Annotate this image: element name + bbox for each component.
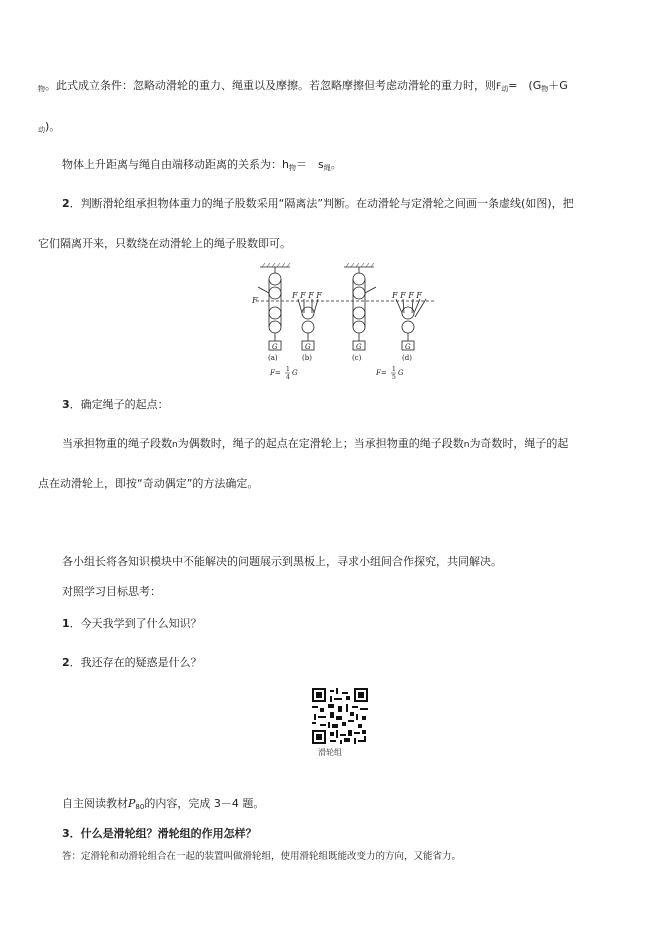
item-number: 1 [62,617,70,630]
paragraph-rule [62,437,568,452]
text: )。 [45,120,61,133]
symbol-n: n [172,440,178,450]
symbol-F: F [496,82,502,92]
text: 为偶数时，绳子的起点在定滑轮上；当承担物重的绳子段数 [177,437,464,450]
symbol-P: P [128,797,136,810]
paragraph-reflect [62,585,161,599]
symbol-n: n [463,440,470,450]
subscript: 物 [288,164,296,172]
label-FF-b: F F F F [292,291,322,300]
paragraph-group-work [62,555,502,569]
item-number: 3 [62,398,70,411]
pulley-fixed [269,273,281,285]
text: 对照学习目标思考： [62,585,161,598]
label-c: (c) [352,354,362,362]
frac-num: 1 [392,366,396,373]
frac-den: 4 [286,374,290,381]
label-G: G [305,343,311,351]
text: ．什么是滑轮组？滑轮组的作用怎样？ [69,827,257,840]
formula-c: F= [376,369,387,377]
paragraph-reading [62,797,264,814]
pulley-moving [269,307,281,319]
text: 点在动滑轮上，即按“奇动偶定”的方法确定。 [38,477,259,490]
text: 自主阅读教材 [62,797,128,810]
subscript: 动 [38,126,45,134]
item-number: 2 [62,197,70,210]
question-1 [62,617,202,631]
label-G: G [356,343,362,351]
paragraph-rule-cont [38,477,258,491]
question-3 [62,827,257,841]
label-G: G [398,369,404,377]
text: ．确定绳子的起点： [69,398,169,411]
pulley-moving [269,321,281,333]
paragraph-distance [62,158,342,175]
text: 物体上升距离与绳自由端移动距离的关系为：h [62,158,289,171]
text: 为奇数时，绳子的起 [469,437,569,450]
subscript: 物 [541,85,549,93]
frac-den: 5 [392,374,396,381]
label-a: (a) [268,354,278,362]
equation-part: ＝ s [295,158,324,171]
question-2 [62,656,202,670]
pulley-fixed [269,287,281,299]
label-G: G [292,369,298,377]
text: ．我还存在的疑惑是什么？ [69,656,202,669]
item-number: 2 [62,656,70,669]
paragraph-condition [38,79,568,96]
qr-caption: 滑轮组 [318,748,342,757]
pulley-figure [248,263,438,387]
label-b: (b) [302,354,312,362]
label-F: F [252,296,258,305]
label-d: (d) [402,354,412,362]
formula-a: F= [270,369,281,377]
label-G: G [405,343,411,351]
paragraph-condition-end [38,120,60,137]
equation-part: ＋G [548,79,568,92]
subscript: 80 [135,803,145,811]
text: ．判断滑轮组承担物体重力的绳子股数采用“隔离法”判断。在动滑轮与定滑轮之间画一条虚线(如图)，把 [69,197,574,210]
text: ．今天我学到了什么知识？ [69,617,202,630]
text: 。此式成立条件：忽略动滑轮的重力、绳重以及摩擦。若忽略摩擦但考虑动滑轮的重力时，则 [45,79,496,92]
subscript: 动 [501,85,509,93]
paragraph-point-2-cont [38,237,291,251]
paragraph-point-2 [62,197,574,211]
text: 。 [330,158,342,171]
subscript: 物 [38,85,45,93]
label-FF-d: F F F F [392,291,422,300]
item-number: 3 [62,827,70,840]
qr-code[interactable] [312,688,368,744]
text: 它们隔离开来，只数绕在动滑轮上的绳子股数即可。 [38,237,291,250]
label-G: G [272,343,278,351]
equation-part: = (G [508,79,542,92]
frac-num: 1 [286,366,290,373]
subscript: 绳 [323,164,331,172]
text: 当承担物重的绳子段数 [62,437,172,450]
text: 各小组长将各知识模块中不能解决的问题展示到黑板上，寻求小组间合作探究，共同解决。 [62,555,502,568]
paragraph-point-3 [62,398,169,412]
text: 的内容，完成 3－4 题。 [144,797,265,810]
answer-text: 答：定滑轮和动滑轮组合在一起的装置叫做滑轮组，使用滑轮组既能改变力的方向，又能省力。 [62,851,462,862]
